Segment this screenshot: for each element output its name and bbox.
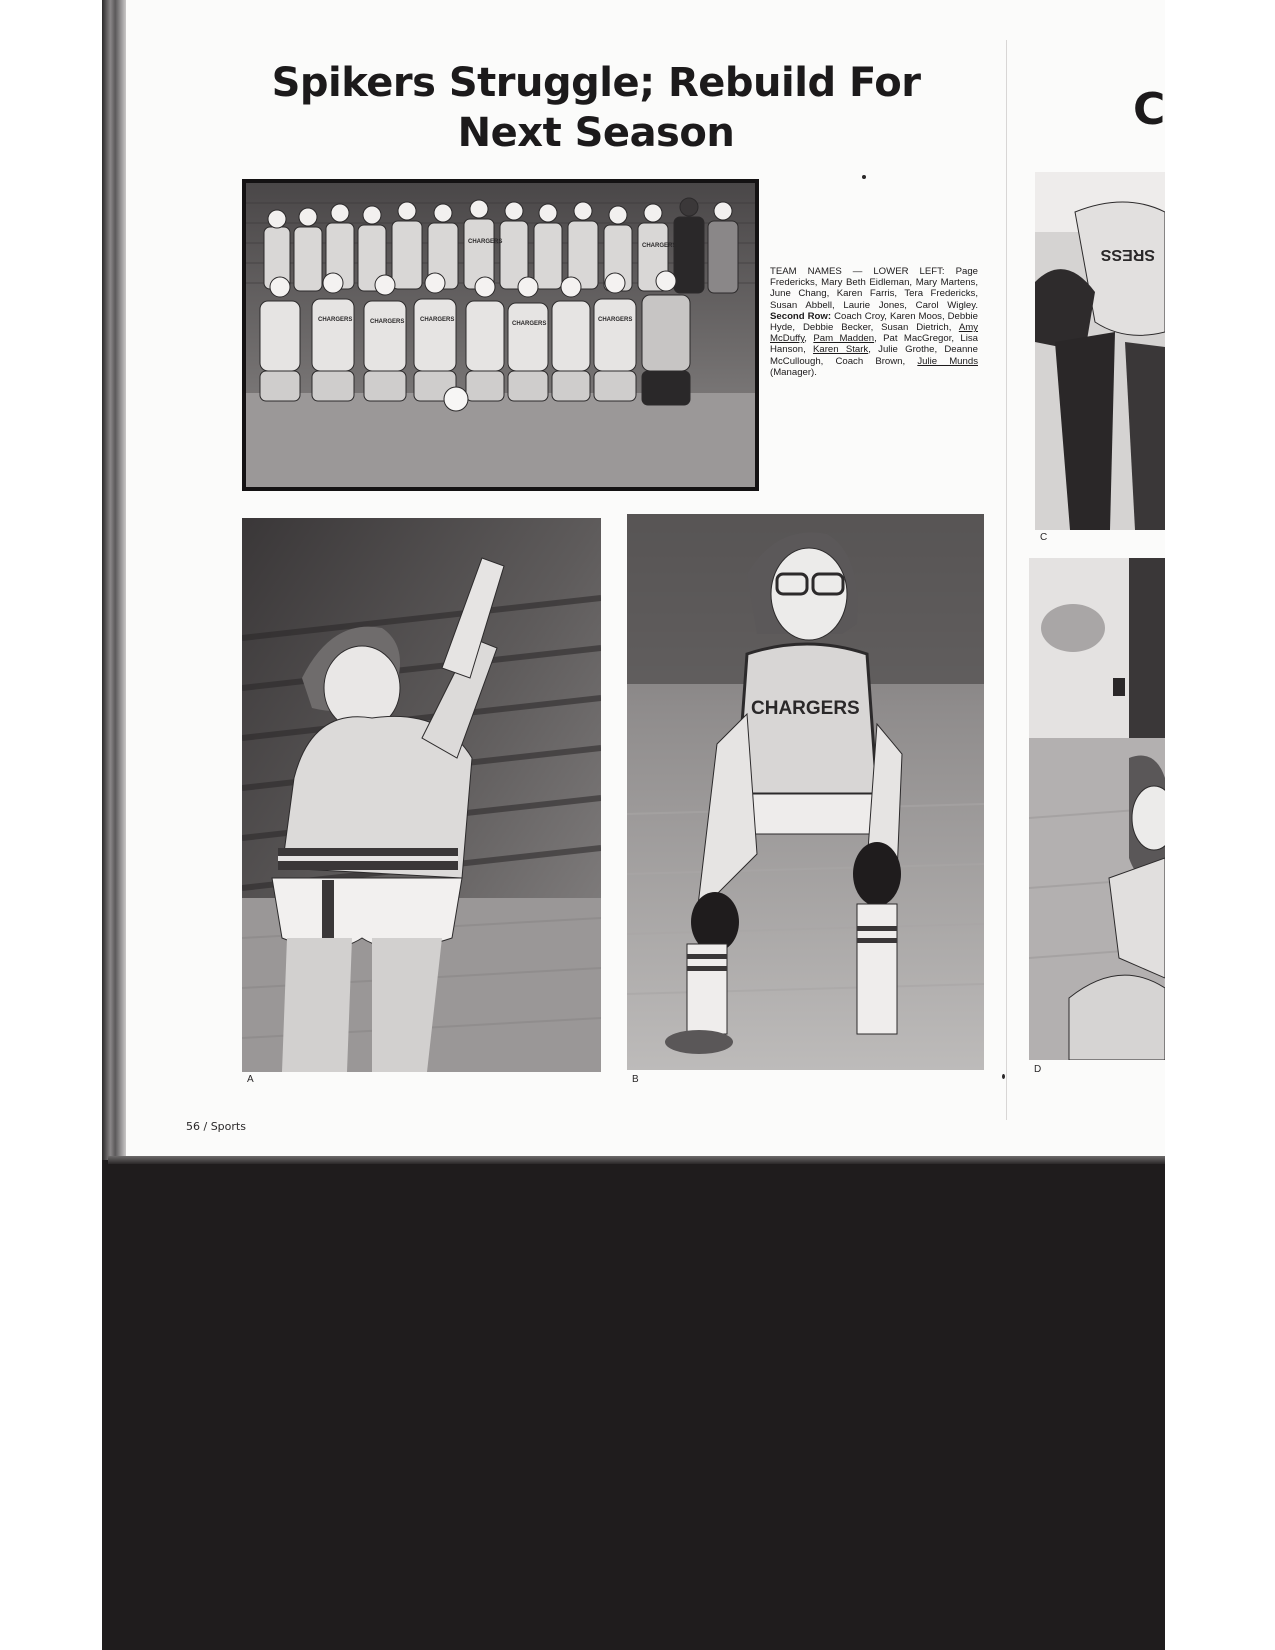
team-photo-image: [246, 183, 755, 487]
caption-second-row-label: Second Row:: [770, 310, 832, 322]
scan-speck: [862, 175, 866, 179]
photo-c-image: [1035, 172, 1165, 530]
photo-a-label: A: [247, 1074, 254, 1085]
photo-b-label: B: [632, 1074, 639, 1085]
photo-d-label: D: [1034, 1064, 1042, 1075]
next-page-heading-fragment: C: [1133, 84, 1165, 135]
photo-b-image: [627, 514, 984, 1070]
page-title: Spikers Struggle; Rebuild For Next Season: [271, 60, 921, 156]
caption-underlined-name: Amy McDuffy: [770, 322, 978, 345]
caption-second-row-names: , Julie Grothe, Deanne McCullough, Coach Brown,: [770, 344, 978, 367]
photo-b: [627, 514, 984, 1070]
team-photo-jersey-label: CHARGERS: [420, 317, 455, 323]
team-photo-jersey-label: CHARGERS: [468, 239, 503, 245]
caption-second-row-names: Coach Croy, Karen Moos, Debbie Hyde, Debbie Becker, Susan Dietrich,: [770, 310, 979, 334]
volleyball-icon: [444, 387, 468, 411]
caption-lead: TEAM NAMES — LOWER LEFT:: [770, 266, 945, 277]
caption-second-row-names: , Pat MacGregor, Lisa Hanson,: [770, 333, 978, 356]
team-photo-jersey-label: CHARGERS: [512, 321, 547, 327]
photo-b-jersey-label: CHARGERS: [751, 698, 860, 719]
page-bottom-edge: [108, 1156, 1165, 1164]
team-photo-jersey-label: CHARGERS: [598, 317, 633, 323]
book-binding-edge: [102, 0, 126, 1160]
team-photo-jersey-label: CHARGERS: [370, 319, 405, 325]
caption-underlined-name: Pam Madden: [813, 333, 875, 345]
page-gutter: [1006, 40, 1007, 1120]
caption-underlined-name: Karen Stark: [812, 344, 869, 356]
photo-a-image: [242, 518, 601, 1072]
photo-d-image: [1029, 558, 1165, 1060]
caption-underlined-name: Julie Munds: [917, 355, 978, 367]
photo-c-label: C: [1040, 532, 1048, 543]
caption-manager-note: (Manager).: [770, 366, 817, 378]
team-names-caption: [770, 266, 978, 378]
team-photo-jersey-label: CHARGERS: [642, 243, 677, 249]
scan-speck: [1002, 1074, 1005, 1079]
photo-a: [242, 518, 601, 1072]
team-photo: [242, 179, 759, 491]
photo-c-jersey-label: SRESS: [1100, 246, 1155, 263]
caption-lower-left-names: Page Fredericks, Mary Beth Eidleman, Mary Martens, June Chang, Karen Farris, Tera Fredericks, Susan Abbell, Laurie Jones, Carol Wigley.: [770, 266, 978, 311]
photo-c: [1035, 172, 1165, 530]
page-folio: 56 / Sports: [186, 1120, 246, 1133]
photo-d: [1029, 558, 1165, 1060]
caption-separator: ,: [804, 333, 807, 345]
team-photo-jersey-label: CHARGERS: [318, 317, 353, 323]
